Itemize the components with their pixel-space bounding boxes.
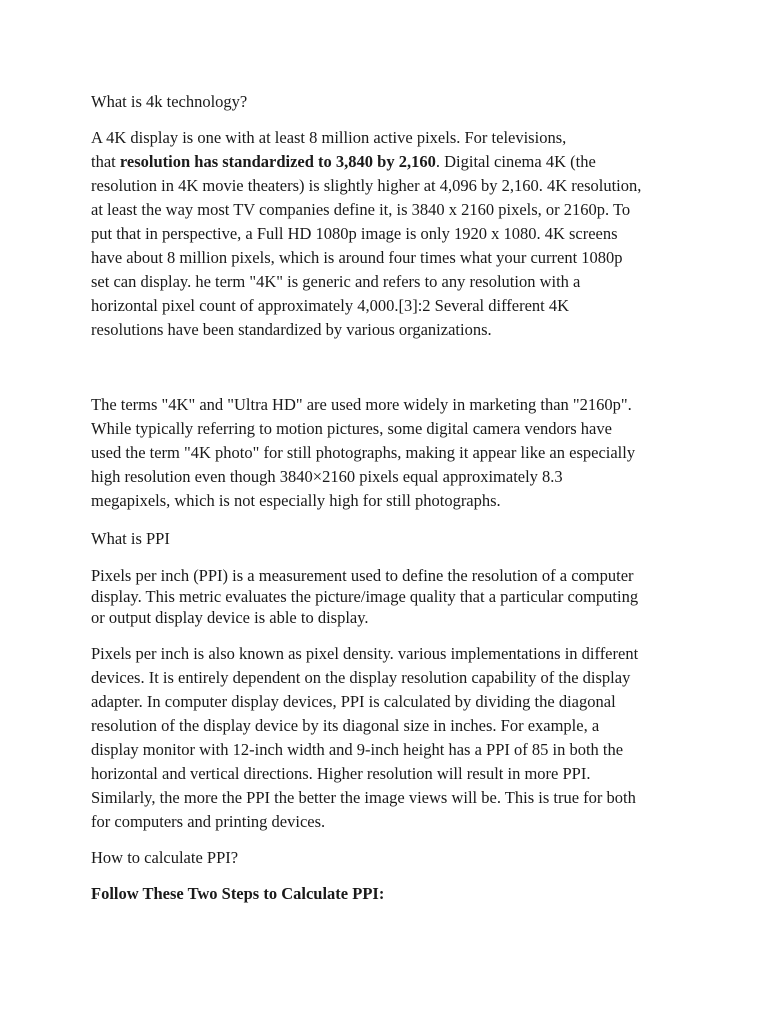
text-line: While typically referring to motion pictures, some digital camera vendors have <box>91 419 612 438</box>
text-line: The terms "4K" and "Ultra HD" are used more widely in marketing than "2160p". <box>91 395 632 414</box>
document-page <box>91 90 691 918</box>
heading-two-steps: Follow These Two Steps to Calculate PPI: <box>91 884 385 903</box>
text-line: display. This metric evaluates the picture/image quality that a particular computing <box>91 587 639 606</box>
text-line: put that in perspective, a Full HD 1080p image is only 1920 x 1080. 4K screens <box>91 224 618 243</box>
text-line: Pixels per inch is also known as pixel density. various implementations in different <box>91 644 639 663</box>
text-line: have about 8 million pixels, which is around four times what your current 1080p <box>91 248 623 267</box>
text-line: for computers and printing devices. <box>91 812 326 831</box>
text-line: at least the way most TV companies define it, is 3840 x 2160 pixels, or 2160p. To <box>91 200 631 219</box>
paragraph-pixel-density <box>91 642 691 834</box>
text-line: or output display device is able to display. <box>91 608 369 627</box>
heading-4k-technology: What is 4k technology? <box>91 92 248 111</box>
paragraph-ultra-hd <box>91 393 691 513</box>
text-line: devices. It is entirely dependent on the display resolution capability of the display <box>91 668 631 687</box>
text-line: set can display. he term "4K" is generic and refers to any resolution with a <box>91 272 581 291</box>
blank-spacer <box>91 342 691 393</box>
text-line: Pixels per inch (PPI) is a measurement used to define the resolution of a computer <box>91 566 634 585</box>
text-line: resolution in 4K movie theaters) is slightly higher at 4,096 by 2,160. 4K resolution, <box>91 176 642 195</box>
text-run: . Digital cinema 4K (the <box>435 152 596 171</box>
text-line: resolutions have been standardized by various organizations. <box>91 320 492 339</box>
heading-how-to-calculate-ppi: How to calculate PPI? <box>91 848 239 867</box>
paragraph-4k-display <box>91 126 691 342</box>
text-line: horizontal pixel count of approximately 4,000.[3]:2 Several different 4K <box>91 296 570 315</box>
text-line: horizontal and vertical directions. Higher resolution will result in more PPI. <box>91 764 591 783</box>
heading-what-is-ppi: What is PPI <box>91 529 170 548</box>
text-line: megapixels, which is not especially high for still photographs. <box>91 491 501 510</box>
bold-text-run: resolution has standardized to 3,840 by 2,160 <box>119 152 436 171</box>
text-line: resolution of the display device by its diagonal size in inches. For example, a <box>91 716 600 735</box>
text-line: adapter. In computer display devices, PPI is calculated by dividing the diagonal <box>91 692 616 711</box>
text-line: display monitor with 12-inch width and 9-inch height has a PPI of 85 in both the <box>91 740 624 759</box>
text-line: high resolution even though 3840×2160 pixels equal approximately 8.3 <box>91 467 563 486</box>
text-line <box>91 150 691 174</box>
text-run: that <box>91 152 120 171</box>
text-line: used the term "4K photo" for still photographs, making it appear like an especially <box>91 443 636 462</box>
paragraph-ppi-definition <box>91 565 691 628</box>
text-line: Similarly, the more the PPI the better the image views will be. This is true for both <box>91 788 636 807</box>
text-line: A 4K display is one with at least 8 million active pixels. For televisions, <box>91 128 567 147</box>
